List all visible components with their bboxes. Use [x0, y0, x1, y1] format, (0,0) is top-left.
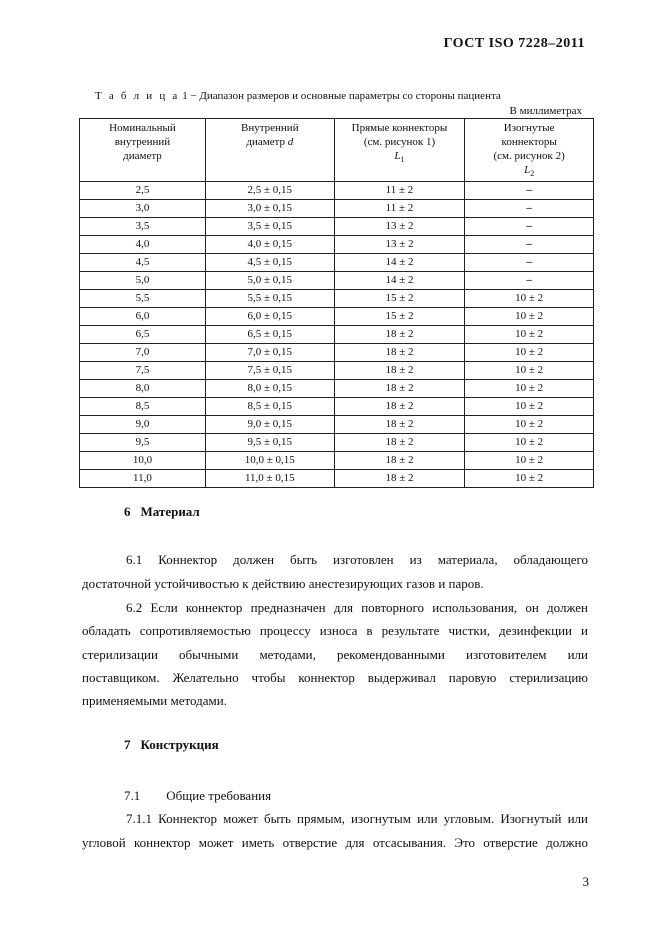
table-cell: 18 ± 2	[334, 434, 465, 452]
table-cell: 18 ± 2	[334, 362, 465, 380]
subsection-number: 7.1	[124, 788, 141, 803]
table-row	[80, 434, 594, 452]
table-cell: 9,0 ± 0,15	[205, 416, 334, 434]
paragraph-7-1-1-line1: 7.1.1 Коннектор может быть прямым, изогнутым или угловым. Изогнутый или	[126, 811, 588, 826]
subsection-title: Общие требования	[166, 788, 272, 803]
table-cell: 10 ± 2	[465, 380, 594, 398]
header-text	[206, 135, 334, 149]
table-row	[80, 272, 594, 290]
table-cell: 18 ± 2	[334, 470, 465, 488]
table-cell: 15 ± 2	[334, 308, 465, 326]
section-number: 6	[124, 504, 131, 519]
table-row	[80, 398, 594, 416]
section-number: 7	[124, 737, 131, 752]
table-caption-text: 1 − Диапазон размеров и основные параметры со стороны пациента	[179, 90, 501, 102]
table-cell: 5,5	[80, 290, 206, 308]
table-row	[80, 218, 594, 236]
paragraph-6-1-line1: 6.1 Коннектор должен быть изготовлен из материала, обладающего	[126, 552, 588, 567]
table-cell: –	[465, 200, 594, 218]
table-cell: 9,5 ± 0,15	[205, 434, 334, 452]
table-row	[80, 452, 594, 470]
header-symbol	[335, 149, 465, 167]
table-row	[80, 362, 594, 380]
table-cell: 6,0	[80, 308, 206, 326]
header-symbol-sub: 1	[400, 155, 405, 165]
table-row	[80, 344, 594, 362]
table-cell: –	[465, 254, 594, 272]
table-cell: –	[465, 236, 594, 254]
table-cell: 18 ± 2	[334, 398, 465, 416]
table-cell: 10 ± 2	[465, 416, 594, 434]
table-cell: 10,0	[80, 452, 206, 470]
document-code: ГОСТ ISO 7228–2011	[443, 36, 585, 51]
table-cell: 18 ± 2	[334, 344, 465, 362]
paragraph-6-1-line2: достаточной устойчивостью к действию анестезирующих газов и паров.	[82, 576, 484, 591]
table-cell: 15 ± 2	[334, 290, 465, 308]
header-symbol	[465, 163, 593, 181]
header-text: диаметр	[246, 136, 285, 148]
table-cell: 3,5	[80, 218, 206, 236]
table-row	[80, 290, 594, 308]
table-cell: 11 ± 2	[334, 200, 465, 218]
section-title: Материал	[140, 504, 200, 519]
paragraph-6-2-line4: поставщиком. Желательно чтобы коннектор выдерживал паровую стерилизацию	[82, 670, 588, 685]
table-row	[80, 470, 594, 488]
section-title: Конструкция	[140, 737, 219, 752]
header-symbol: d	[287, 136, 294, 148]
table-cell: 8,0 ± 0,15	[205, 380, 334, 398]
table-cell: 11,0	[80, 470, 206, 488]
header-nominal-diameter	[80, 119, 206, 182]
header-text: Прямые коннекторы	[351, 122, 448, 134]
header-text: Изогнутые	[503, 122, 555, 134]
header-symbol-letter: L	[524, 164, 531, 176]
table-cell: 7,0	[80, 344, 206, 362]
table-cell: 5,5 ± 0,15	[205, 290, 334, 308]
paragraph-6-2-line1: 6.2 Если коннектор предназначен для повторного использования, он должен	[126, 600, 588, 615]
table-cell: 8,0	[80, 380, 206, 398]
table-row	[80, 416, 594, 434]
header-symbol-sub: 2	[530, 169, 535, 179]
header-bent-connectors	[465, 119, 594, 182]
table-cell: 11 ± 2	[334, 182, 465, 200]
header-text: диаметр	[123, 150, 162, 162]
table-header-row	[80, 119, 594, 182]
table-cell: 3,5 ± 0,15	[205, 218, 334, 236]
table-cell: 10 ± 2	[465, 398, 594, 416]
table-cell: 2,5 ± 0,15	[205, 182, 334, 200]
table-cell: 5,0	[80, 272, 206, 290]
header-text: коннекторы	[501, 136, 557, 148]
table-cell: 8,5 ± 0,15	[205, 398, 334, 416]
table-cell: 4,0	[80, 236, 206, 254]
subsection-7-1-heading	[124, 787, 271, 805]
parameters-table	[79, 118, 594, 488]
page-number: 3	[582, 874, 589, 889]
table-caption-label: Т а б л и ц а	[95, 90, 180, 102]
table-body	[80, 182, 594, 488]
table-cell: –	[465, 272, 594, 290]
table-cell: 7,0 ± 0,15	[205, 344, 334, 362]
table-row	[80, 308, 594, 326]
header-straight-connectors	[334, 119, 465, 182]
table-cell: 9,5	[80, 434, 206, 452]
table-cell: 13 ± 2	[334, 218, 465, 236]
table-cell: 10,0 ± 0,15	[205, 452, 334, 470]
table-cell: 5,0 ± 0,15	[205, 272, 334, 290]
table-cell: 10 ± 2	[465, 344, 594, 362]
table-cell: 6,0 ± 0,15	[205, 308, 334, 326]
paragraph-6-2-line3: стерилизации обычными методами, рекомендованными изготовителем или	[82, 647, 588, 662]
table-cell: –	[465, 218, 594, 236]
header-text: Внутренний	[240, 122, 299, 134]
table-row	[80, 380, 594, 398]
table-cell: 7,5 ± 0,15	[205, 362, 334, 380]
header-text: внутренний	[114, 136, 171, 148]
table-cell: 4,5 ± 0,15	[205, 254, 334, 272]
table-cell: 10 ± 2	[465, 290, 594, 308]
table-cell: 18 ± 2	[334, 380, 465, 398]
paragraph-6-2-line5: применяемыми методами.	[82, 693, 227, 708]
paragraph-6-2-line2: обладать сопротивляемостью процессу износа в результате чистки, дезинфекции и	[82, 623, 588, 638]
table-cell: 18 ± 2	[334, 452, 465, 470]
section-7-heading	[124, 737, 219, 753]
table-cell: 4,0 ± 0,15	[205, 236, 334, 254]
table-row	[80, 254, 594, 272]
table-cell: 9,0	[80, 416, 206, 434]
table-cell: 7,5	[80, 362, 206, 380]
header-text: (см. рисунок 1)	[363, 136, 436, 148]
paragraph-7-1-1-line2: угловой коннектор может иметь отверстие для отсасывания. Это отверстие должно	[82, 835, 588, 850]
table-cell: 18 ± 2	[334, 416, 465, 434]
header-symbol-letter: L	[394, 150, 401, 162]
table-cell: 3,0 ± 0,15	[205, 200, 334, 218]
header-text: (см. рисунок 2)	[493, 150, 565, 162]
table-cell: 14 ± 2	[334, 272, 465, 290]
table-cell: 10 ± 2	[465, 452, 594, 470]
header-text: Номинальный	[109, 122, 176, 134]
section-6-heading	[124, 504, 200, 520]
table-cell: 13 ± 2	[334, 236, 465, 254]
table-cell: 10 ± 2	[465, 308, 594, 326]
table-caption	[95, 90, 501, 102]
table-cell: 2,5	[80, 182, 206, 200]
table-cell: 3,0	[80, 200, 206, 218]
table-row	[80, 182, 594, 200]
table-cell: 10 ± 2	[465, 470, 594, 488]
table-units: В миллиметрах	[509, 105, 582, 117]
header-inner-diameter	[205, 119, 334, 182]
table-cell: 8,5	[80, 398, 206, 416]
table-cell: 4,5	[80, 254, 206, 272]
table-row	[80, 326, 594, 344]
table-cell: –	[465, 182, 594, 200]
table-cell: 10 ± 2	[465, 362, 594, 380]
table-cell: 11,0 ± 0,15	[205, 470, 334, 488]
table-cell: 6,5	[80, 326, 206, 344]
table-cell: 6,5 ± 0,15	[205, 326, 334, 344]
table-cell: 10 ± 2	[465, 434, 594, 452]
table-cell: 10 ± 2	[465, 326, 594, 344]
table-row	[80, 200, 594, 218]
table-cell: 14 ± 2	[334, 254, 465, 272]
table-cell: 18 ± 2	[334, 326, 465, 344]
table-row	[80, 236, 594, 254]
